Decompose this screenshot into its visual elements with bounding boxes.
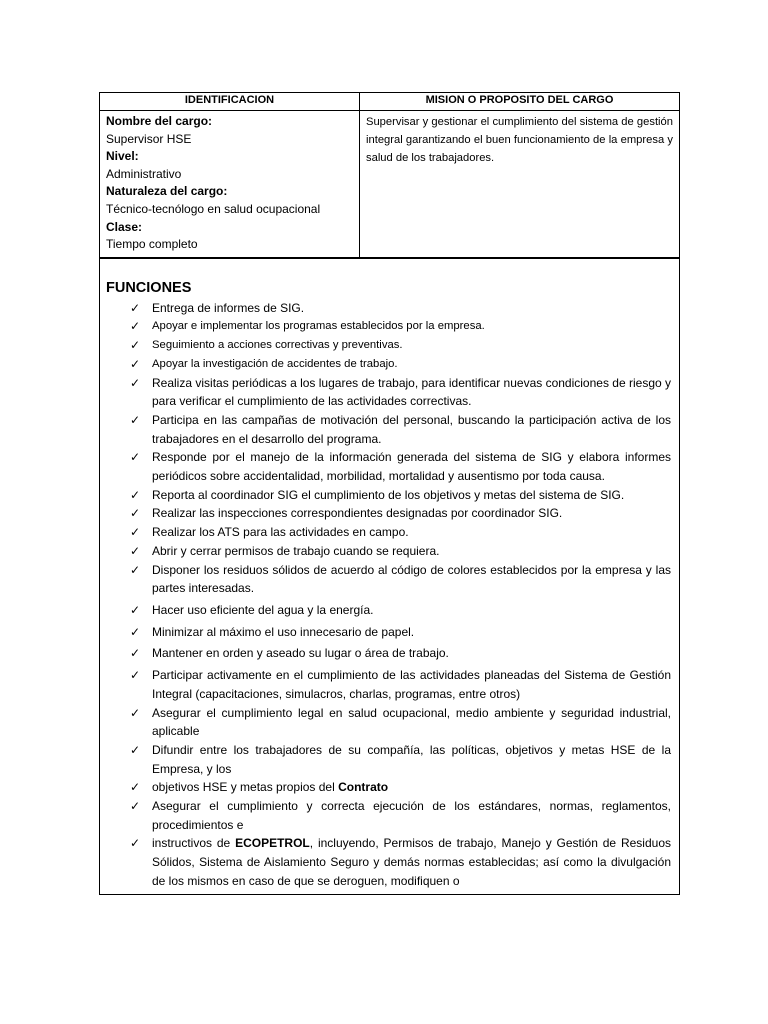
checkmark-icon: ✓: [130, 356, 141, 371]
naturaleza-label: Naturaleza del cargo:: [106, 184, 228, 199]
contrato-bold: Contrato: [338, 780, 389, 795]
checkmark-icon: ✓: [130, 603, 141, 617]
checkmark-icon: ✓: [130, 506, 141, 521]
checkmark-icon: ✓: [130, 624, 141, 639]
checkmark-icon: ✓: [130, 543, 141, 558]
clase-label: Clase:: [106, 219, 143, 234]
job-description-document: [99, 92, 680, 895]
nombre-value: Supervisor HSE: [106, 131, 192, 146]
nombre-label: Nombre del cargo:: [106, 114, 213, 128]
list-item: ✓ objetivos HSE y metas propios del Contrato: [106, 778, 673, 797]
checkmark-icon: ✓: [130, 487, 141, 502]
checkmark-icon: ✓: [130, 338, 141, 353]
list-item: ✓ Responde por el manejo de la información generada del sistema de SIG y elabora informes periódicos sobre accidentalidad, morbilidad, mortalidad y ausentismo por toda causa.: [130, 450, 671, 484]
naturaleza-value: Técnico-tecnólogo en salud ocupacional: [106, 201, 321, 216]
list-item: ✓ Entrega de informes de SIG.: [106, 299, 673, 318]
list-item: ✓ Apoyar e implementar los programas establecidos por la empresa.: [106, 317, 673, 336]
checkmark-icon: ✓: [130, 319, 141, 334]
checkmark-icon: ✓: [130, 780, 141, 795]
nivel-value: Administrativo: [106, 166, 182, 181]
checkmark-icon: ✓: [130, 375, 141, 390]
clase-value: Tiempo completo: [106, 237, 198, 252]
mision-cell: Supervisar y gestionar el cumplimiento del sistema de gestión integral garantizando el buen funcionamiento de la empresa y salud de los trabajadores.: [360, 111, 680, 258]
list-item: ✓ Disponer los residuos sólidos de acuerdo al código de colores establecidos por la empresa y las partes interesadas.: [130, 562, 671, 596]
list-item: ✓ Hacer uso eficiente del agua y la energía.: [106, 598, 673, 620]
list-item: ✓ Reporta al coordinador SIG el cumplimiento de los objetivos y metas del sistema de SIG.: [106, 486, 673, 505]
checkmark-icon: ✓: [130, 705, 141, 720]
list-item: ✓ Realiza visitas periódicas a los lugares de trabajo, para identificar nuevas condiciones de riesgo y para verificar el cumplimiento de las actividades correctivas.: [130, 375, 671, 409]
list-item: ✓ Realizar los ATS para las actividades en campo.: [106, 523, 673, 542]
identificacion-cell: [100, 111, 360, 258]
funciones-list: [106, 299, 673, 891]
list-item: ✓ Mantener en orden y aseado su lugar o área de trabajo.: [106, 641, 673, 663]
list-item: ✓ Minimizar al máximo el uso innecesario de papel.: [106, 620, 673, 642]
list-item: ✓ Asegurar el cumplimiento legal en salud ocupacional, medio ambiente y seguridad industrial, aplicable: [130, 705, 671, 739]
list-item: ✓ Seguimiento a acciones correctivas y preventivas.: [106, 336, 673, 355]
checkmark-icon: ✓: [130, 836, 141, 851]
list-item: ✓ Realizar las inspecciones correspondientes designadas por coordinador SIG.: [106, 504, 673, 523]
checkmark-icon: ✓: [130, 799, 141, 814]
funciones-title: FUNCIONES: [106, 279, 192, 296]
checkmark-icon: ✓: [130, 412, 141, 427]
list-item: ✓ Abrir y cerrar permisos de trabajo cuando se requiera.: [106, 542, 673, 561]
checkmark-icon: ✓: [130, 300, 141, 315]
checkmark-icon: ✓: [130, 646, 141, 661]
list-item: ✓ instructivos de ECOPETROL, incluyendo, Permisos de trabajo, Manejo y Gestión de Residuos Sólidos, Sistema de Aislamiento Seguro y demás normas establecidas; así como la divulgación de los mismos en caso de que se deroguen, modifiquen o: [130, 836, 671, 888]
checkmark-icon: ✓: [130, 525, 141, 540]
list-item: ✓ Participa en las campañas de motivación del personal, buscando la participación activa de los trabajadores en el desarrollo del programa.: [130, 412, 671, 446]
list-item: ✓ Participar activamente en el cumplimiento de las actividades planeadas del Sistema de Gestión Integral (capacitaciones, simulacros, charlas, programas, entre otros): [130, 668, 671, 701]
identification-table: [100, 93, 679, 258]
nivel-label: Nivel:: [106, 149, 139, 164]
header-identificacion: IDENTIFICACION: [100, 93, 360, 111]
funciones-section: [100, 258, 679, 894]
header-mision: MISION O PROPOSITO DEL CARGO: [360, 93, 680, 111]
list-item: ✓ Difundir entre los trabajadores de su compañía, las políticas, objetivos y metas HSE de la Empresa, y los: [130, 742, 671, 776]
list-item: ✓ Asegurar el cumplimiento y correcta ejecución de los estándares, normas, reglamentos, procedimientos e: [130, 799, 671, 832]
checkmark-icon: ✓: [130, 668, 141, 683]
list-item: ✓ Apoyar la investigación de accidentes de trabajo.: [106, 355, 673, 374]
ecopetrol-bold: ECOPETROL: [235, 836, 310, 851]
checkmark-icon: ✓: [130, 450, 141, 465]
checkmark-icon: ✓: [130, 562, 141, 577]
checkmark-icon: ✓: [130, 742, 141, 757]
